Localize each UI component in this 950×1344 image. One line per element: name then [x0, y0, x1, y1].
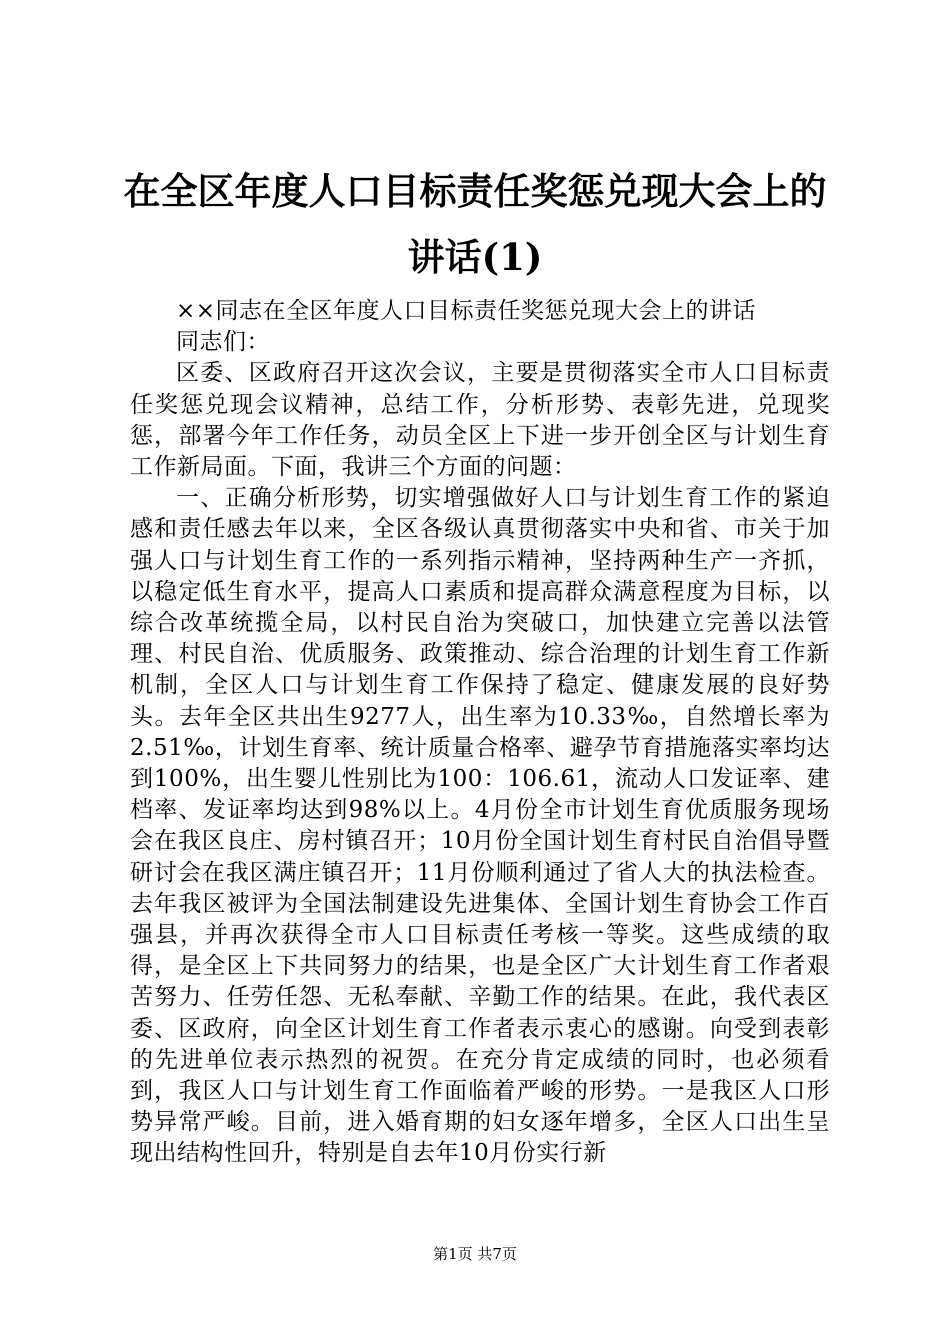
- salutation: 同志们：: [176, 329, 270, 356]
- body-paragraph: 一、正确分析形势，切实增强做好人口与计划生育工作的紧迫感和责任感去年以来，全区各级认真贯彻落实中央和省、市关于加强人口与计划生育工作的一系列指示精神，坚持两种生产一齐抓，以稳定低生育水平，提高人口素质和提高群众满意程度为目标，以综合改革统揽全局，以村民自治为突破口，加快建立完善以法管理、村民自治、优质服务、政策推动、综合治理的计划生育工作新机制，全区人口与计划生育工作保持了稳定、健康发展的良好势头。去年全区共出生9277人，出生率为10.33‰，自然增长率为2.51‰，计划生育率、统计质量合格率、避孕节育措施落实率均达到100%，出生婴儿性别比为100：106.61，流动人口发证率、建档率、发证率均达到98%以上。4月份全市计划生育优质服务现场会在我区良庄、房村镇召开；10月份全国计划生育村民自治倡导暨研讨会在我区满庄镇召开；11月份顺利通过了省人大的执法检查。去年我区被评为全国法制建设先进集体、全国计划生育协会工作百强县，并再次获得全市人口目标责任考核一等奖。这些成绩的取得，是全区上下共同努力的结果，也是全区广大计划生育工作者艰苦努力、任劳任怨、无私奉献、辛勤工作的结果。在此，我代表区委、区政府，向全区计划生育工作者表示衷心的感谢。向受到表彰的先进单位表示热烈的祝贺。在充分肯定成绩的同时，也必须看到，我区人口与计划生育工作面临着严峻的形势。一是我区人口形势异常严峻。目前，进入婚育期的妇女逐年增多，全区人口出生呈现出结构性回升，特别是自去年10月份实行新: [130, 485, 830, 1167]
- document-title: 在全区年度人口目标责任奖惩兑现大会上的讲话(1): [123, 169, 827, 279]
- page-number-footer: 第1页 共7页: [433, 1245, 517, 1263]
- body-paragraph: 区委、区政府召开这次会议，主要是贯彻落实全市人口目标责任奖惩兑现会议精神，总结工作，分析形势、表彰先进，兑现奖惩，部署今年工作任务，动员全区上下进一步开创全区与计划生育工作新局面。下面，我讲三个方面的问题：: [130, 360, 830, 481]
- document-body: [130, 296, 830, 1170]
- speech-heading-line: ××同志在全区年度人口目标责任奖惩兑现大会上的讲话: [176, 298, 757, 324]
